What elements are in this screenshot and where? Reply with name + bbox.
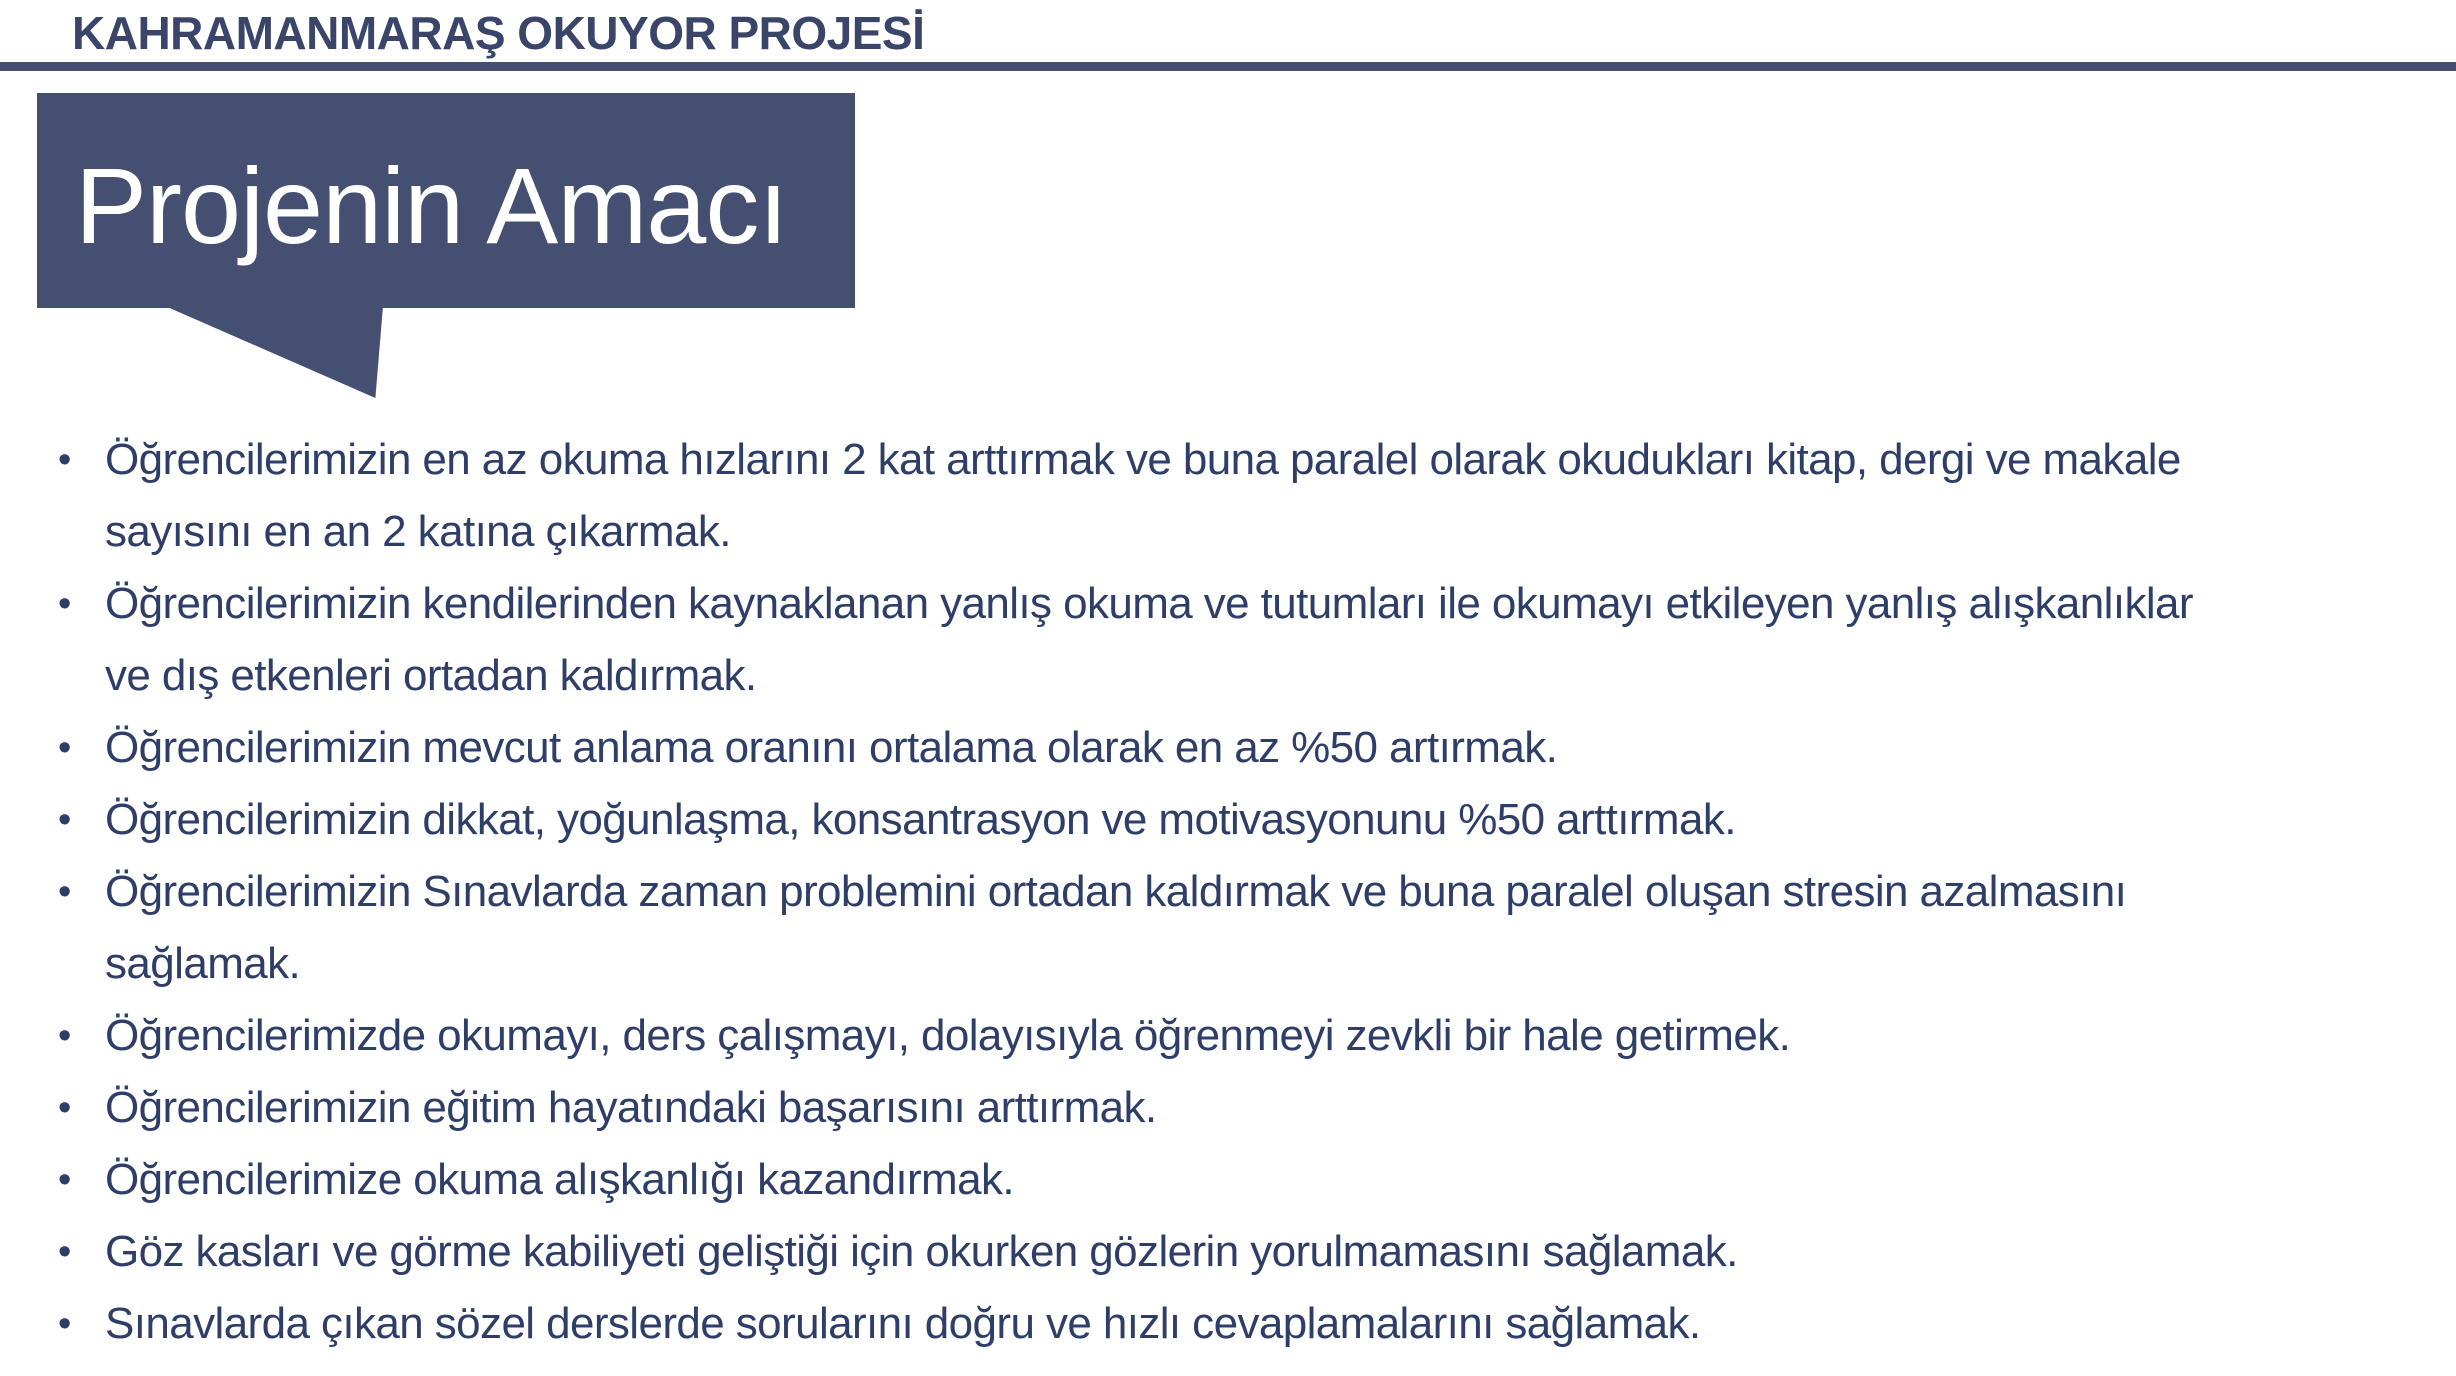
bullet-item bbox=[58, 1144, 2238, 1216]
bullet-marker: • bbox=[58, 439, 71, 481]
slide-title: Projenin Amacı bbox=[75, 145, 788, 266]
bullet-text: Öğrencilerimizin kendilerinden kaynaklanan yanlış okuma ve tutumları ile okumayı etkileyen yanlış alışkanlıklar ve dış etkenleri ortadan kaldırmak. bbox=[105, 579, 2193, 700]
bullet-marker: • bbox=[58, 871, 71, 913]
bullet-text: Öğrencilerimizin Sınavlarda zaman problemini ortadan kaldırmak ve buna paralel oluşan stresin azalmasını sağlamak. bbox=[105, 867, 2127, 988]
bullet-item bbox=[58, 424, 2238, 568]
bullet-marker: • bbox=[58, 727, 71, 769]
bullet-item bbox=[58, 568, 2238, 712]
bullet-text: Öğrencilerimizin eğitim hayatındaki başarısını arttırmak. bbox=[105, 1083, 1157, 1132]
bullet-text: Öğrencilerimizin dikkat, yoğunlaşma, konsantrasyon ve motivasyonunu %50 arttırmak. bbox=[105, 795, 1736, 844]
bullet-marker: • bbox=[58, 1231, 71, 1273]
bullet-marker: • bbox=[58, 1087, 71, 1129]
slide-header-title: KAHRAMANMARAŞ OKUYOR PROJESİ bbox=[72, 7, 925, 59]
bullet-marker: • bbox=[58, 1015, 71, 1057]
bullet-marker: • bbox=[58, 1303, 71, 1345]
bullet-item bbox=[58, 856, 2238, 1000]
bullet-text: Sınavlarda çıkan sözel derslerde sorularını doğru ve hızlı cevaplamalarını sağlamak. bbox=[105, 1299, 1701, 1348]
bullet-item bbox=[58, 1000, 2238, 1072]
bullet-text: Öğrencilerimizin en az okuma hızlarını 2 kat arttırmak ve buna paralel olarak okudukları kitap, dergi ve makale sayısını en an 2 katına çıkarmak. bbox=[105, 435, 2181, 556]
bullet-text: Öğrencilerimizde okumayı, ders çalışmayı, dolayısıyla öğrenmeyi zevkli bir hale getirmek. bbox=[105, 1011, 1791, 1060]
bullet-text: Öğrencilerimizin mevcut anlama oranını ortalama olarak en az %50 artırmak. bbox=[105, 723, 1558, 772]
bullet-item bbox=[58, 1216, 2238, 1288]
bullet-item bbox=[58, 1288, 2238, 1360]
bullet-item bbox=[58, 784, 2238, 856]
banner-tail-shape bbox=[165, 306, 383, 398]
bullet-marker: • bbox=[58, 583, 71, 625]
bullet-text: Göz kasları ve görme kabiliyeti geliştiği için okurken gözlerin yorulmamasını sağlamak. bbox=[105, 1227, 1738, 1276]
bullet-item bbox=[58, 1072, 2238, 1144]
bullet-marker: • bbox=[58, 799, 71, 841]
slide-title-banner bbox=[37, 93, 855, 308]
bullet-text: Öğrencilerimize okuma alışkanlığı kazandırmak. bbox=[105, 1155, 1014, 1204]
header-divider-rule bbox=[0, 62, 2456, 71]
bullet-list bbox=[58, 424, 2418, 1360]
bullet-item bbox=[58, 712, 2238, 784]
bullet-marker: • bbox=[58, 1159, 71, 1201]
